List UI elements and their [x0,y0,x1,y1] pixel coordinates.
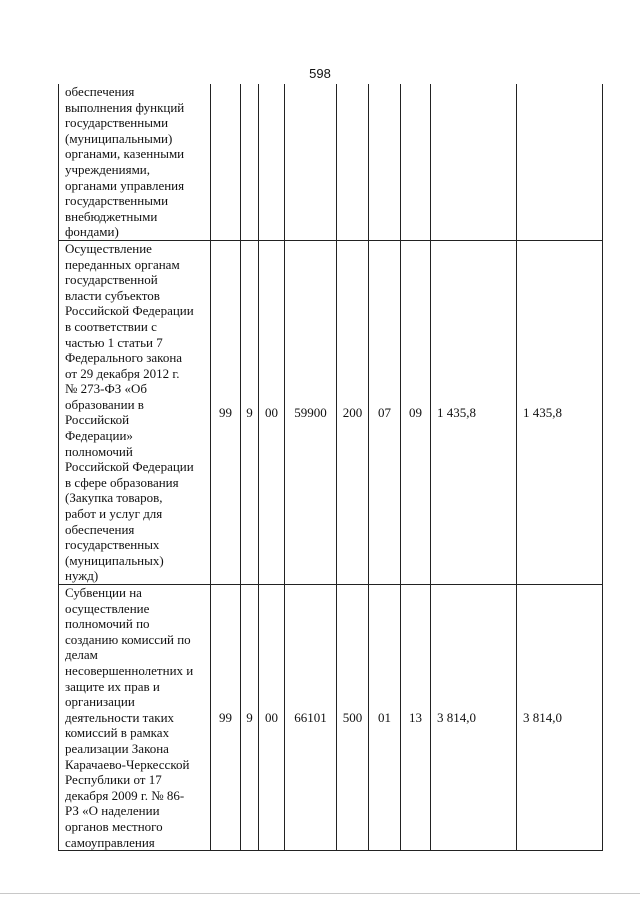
direction-code-cell: 66101 [285,585,337,851]
subprogram-code-cell: 00 [259,240,285,584]
amount-cell [431,84,517,240]
expense-type-cell: 500 [337,585,369,851]
subprogram-code-cell: 00 [259,585,285,851]
direction-code-cell [285,84,337,240]
description-cell: Осуществление переданных органам государственной власти субъектов Российской Федерации в соответствии с частью 1 статьи 7 Федерального закона от 29 декабря 2012 г. № 273-ФЗ «Об образовании в Российской Федерации» полномочий Российской Федерации в сфере образования (Закупка товаров, работ и услуг для обеспечения государственных (муниципальных) нужд) [59,240,211,584]
amount-cell: 1 435,8 [431,240,517,584]
budget-table [58,84,603,851]
description-cell: Субвенции на осуществление полномочий по созданию комиссий по делам несовершеннолетних и защите их прав и организации деятельности таких комиссий в рамках реализации Закона Карачаево-Черкесской Республики от 17 декабря 2009 г. № 86- РЗ «О наделении органов местного самоуправления [59,585,211,851]
ministry-code-cell [211,84,241,240]
direction-code-cell: 59900 [285,240,337,584]
section-cell: 07 [369,240,401,584]
ministry-code-cell: 99 [211,585,241,851]
subsection-cell: 13 [401,585,431,851]
table-row [59,240,603,584]
scan-artifact-line [0,893,640,894]
page-number: 598 [309,66,331,81]
description-cell: обеспечения выполнения функций государственными (муниципальными) органами, казенными учреждениями, органами управления государственными внебюджетными фондами) [59,84,211,240]
amount-total-cell [517,84,603,240]
amount-cell: 3 814,0 [431,585,517,851]
ministry-code-cell: 99 [211,240,241,584]
amount-total-cell: 3 814,0 [517,585,603,851]
expense-type-cell: 200 [337,240,369,584]
table-row [59,84,603,240]
program-code-cell: 9 [241,585,259,851]
section-cell [369,84,401,240]
program-code-cell: 9 [241,240,259,584]
section-cell: 01 [369,585,401,851]
subsection-cell [401,84,431,240]
program-code-cell [241,84,259,240]
amount-total-cell: 1 435,8 [517,240,603,584]
table-row [59,585,603,851]
subprogram-code-cell [259,84,285,240]
subsection-cell: 09 [401,240,431,584]
expense-type-cell [337,84,369,240]
